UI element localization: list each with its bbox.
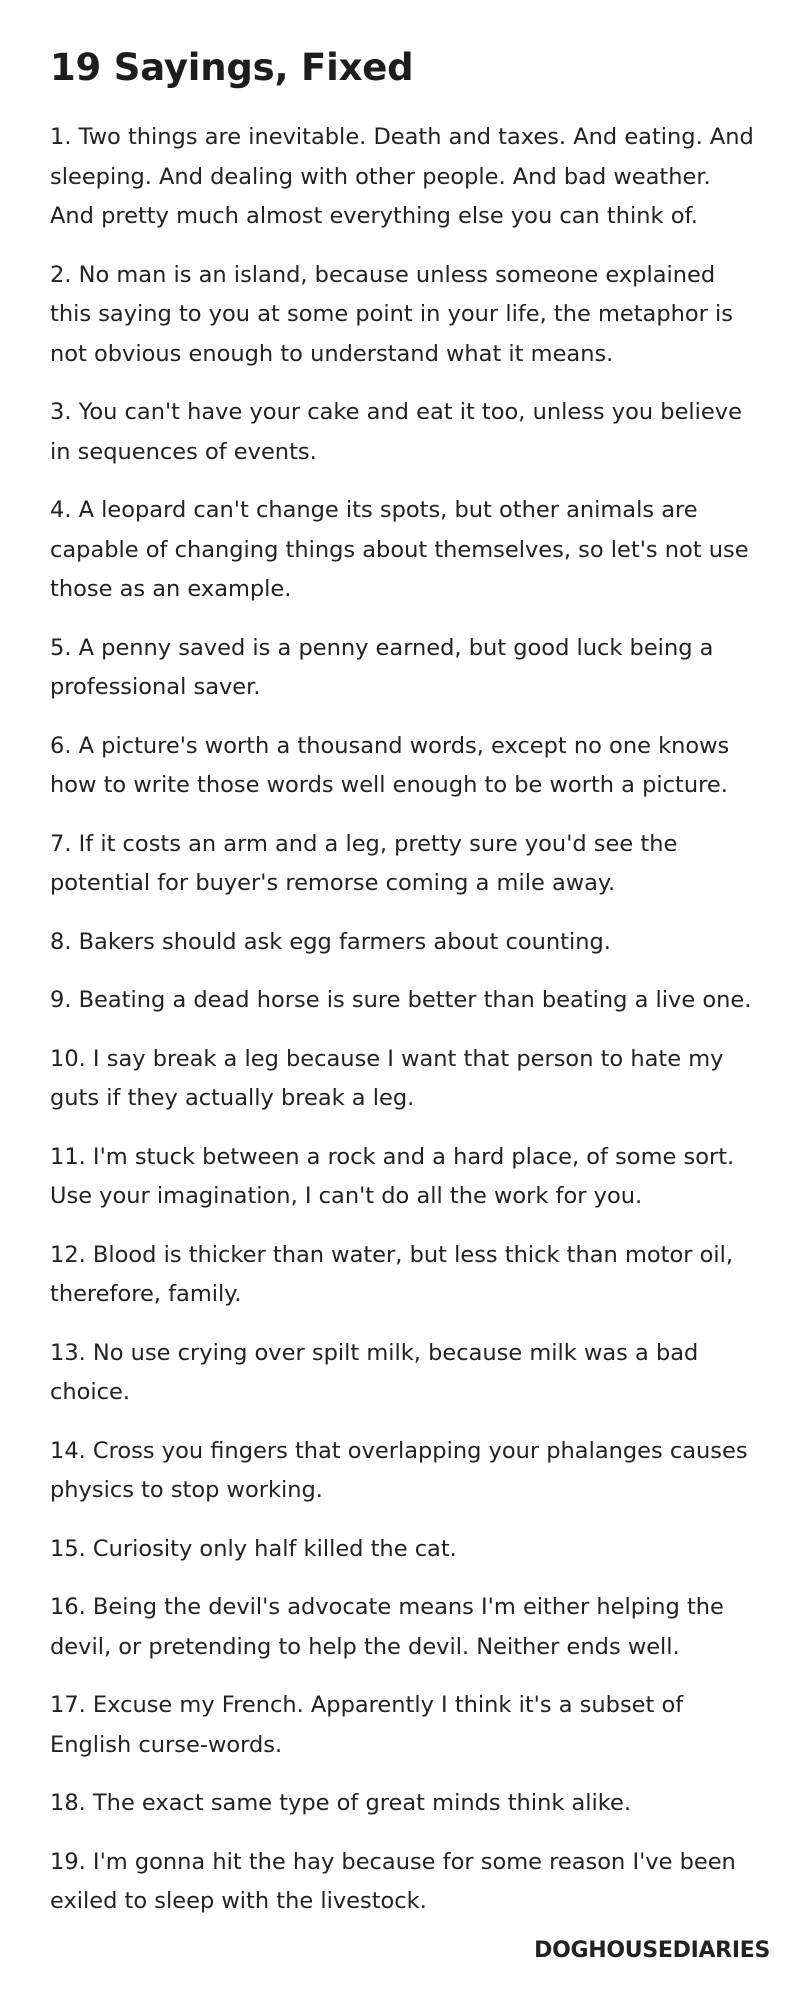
saying-item: 3. You can't have your cake and eat it too, unless you believe in sequences of events. bbox=[50, 399, 742, 465]
saying-item: 13. No use crying over spilt milk, because milk was a bad choice. bbox=[50, 1339, 699, 1405]
saying-item: 14. Cross you fingers that overlapping your phalanges causes physics to stop working. bbox=[50, 1437, 748, 1503]
saying-item: 15. Curiosity only half killed the cat. bbox=[50, 1535, 457, 1562]
saying-item: 10. I say break a leg because I want that person to hate my guts if they actually break a leg. bbox=[50, 1045, 724, 1111]
saying-item: 19. I'm gonna hit the hay because for some reason I've been exiled to sleep with the livestock. bbox=[50, 1848, 736, 1914]
saying-item: 12. Blood is thicker than water, but less thick than motor oil, therefore, family. bbox=[50, 1241, 734, 1307]
sayings-list bbox=[50, 118, 760, 1922]
saying-item: 7. If it costs an arm and a leg, pretty sure you'd see the potential for buyer's remorse coming a mile away. bbox=[50, 830, 678, 896]
saying-item: 6. A picture's worth a thousand words, except no one knows how to write those words well enough to be worth a picture. bbox=[50, 732, 730, 798]
page-title: 19 Sayings, Fixed bbox=[50, 46, 414, 89]
saying-item: 1. Two things are inevitable. Death and taxes. And eating. And sleeping. And dealing with other people. And bad weather. And pretty much almost everything else you can think of. bbox=[50, 124, 754, 229]
brand-signature: DOGHOUSEDIARIES bbox=[534, 1938, 770, 1963]
saying-item: 11. I'm stuck between a rock and a hard place, of some sort. Use your imagination, I can't do all the work for you. bbox=[50, 1143, 735, 1209]
saying-item: 5. A penny saved is a penny earned, but good luck being a professional saver. bbox=[50, 634, 714, 700]
saying-item: 9. Beating a dead horse is sure better than beating a live one. bbox=[50, 987, 752, 1013]
saying-item: 16. Being the devil's advocate means I'm either helping the devil, or pretending to help the devil. Neither ends well. bbox=[50, 1594, 724, 1660]
saying-item: 4. A leopard can't change its spots, but other animals are capable of changing things about themselves, so let's not use those as an example. bbox=[50, 497, 749, 602]
saying-item: 18. The exact same type of great minds think alike. bbox=[50, 1790, 632, 1816]
saying-item: 17. Excuse my French. Apparently I think it's a subset of English curse-words. bbox=[50, 1692, 684, 1758]
saying-item: 2. No man is an island, because unless someone explained this saying to you at some point in your life, the metaphor is not obvious enough to understand what it means. bbox=[50, 261, 734, 367]
saying-item: 8. Bakers should ask egg farmers about counting. bbox=[50, 928, 611, 955]
